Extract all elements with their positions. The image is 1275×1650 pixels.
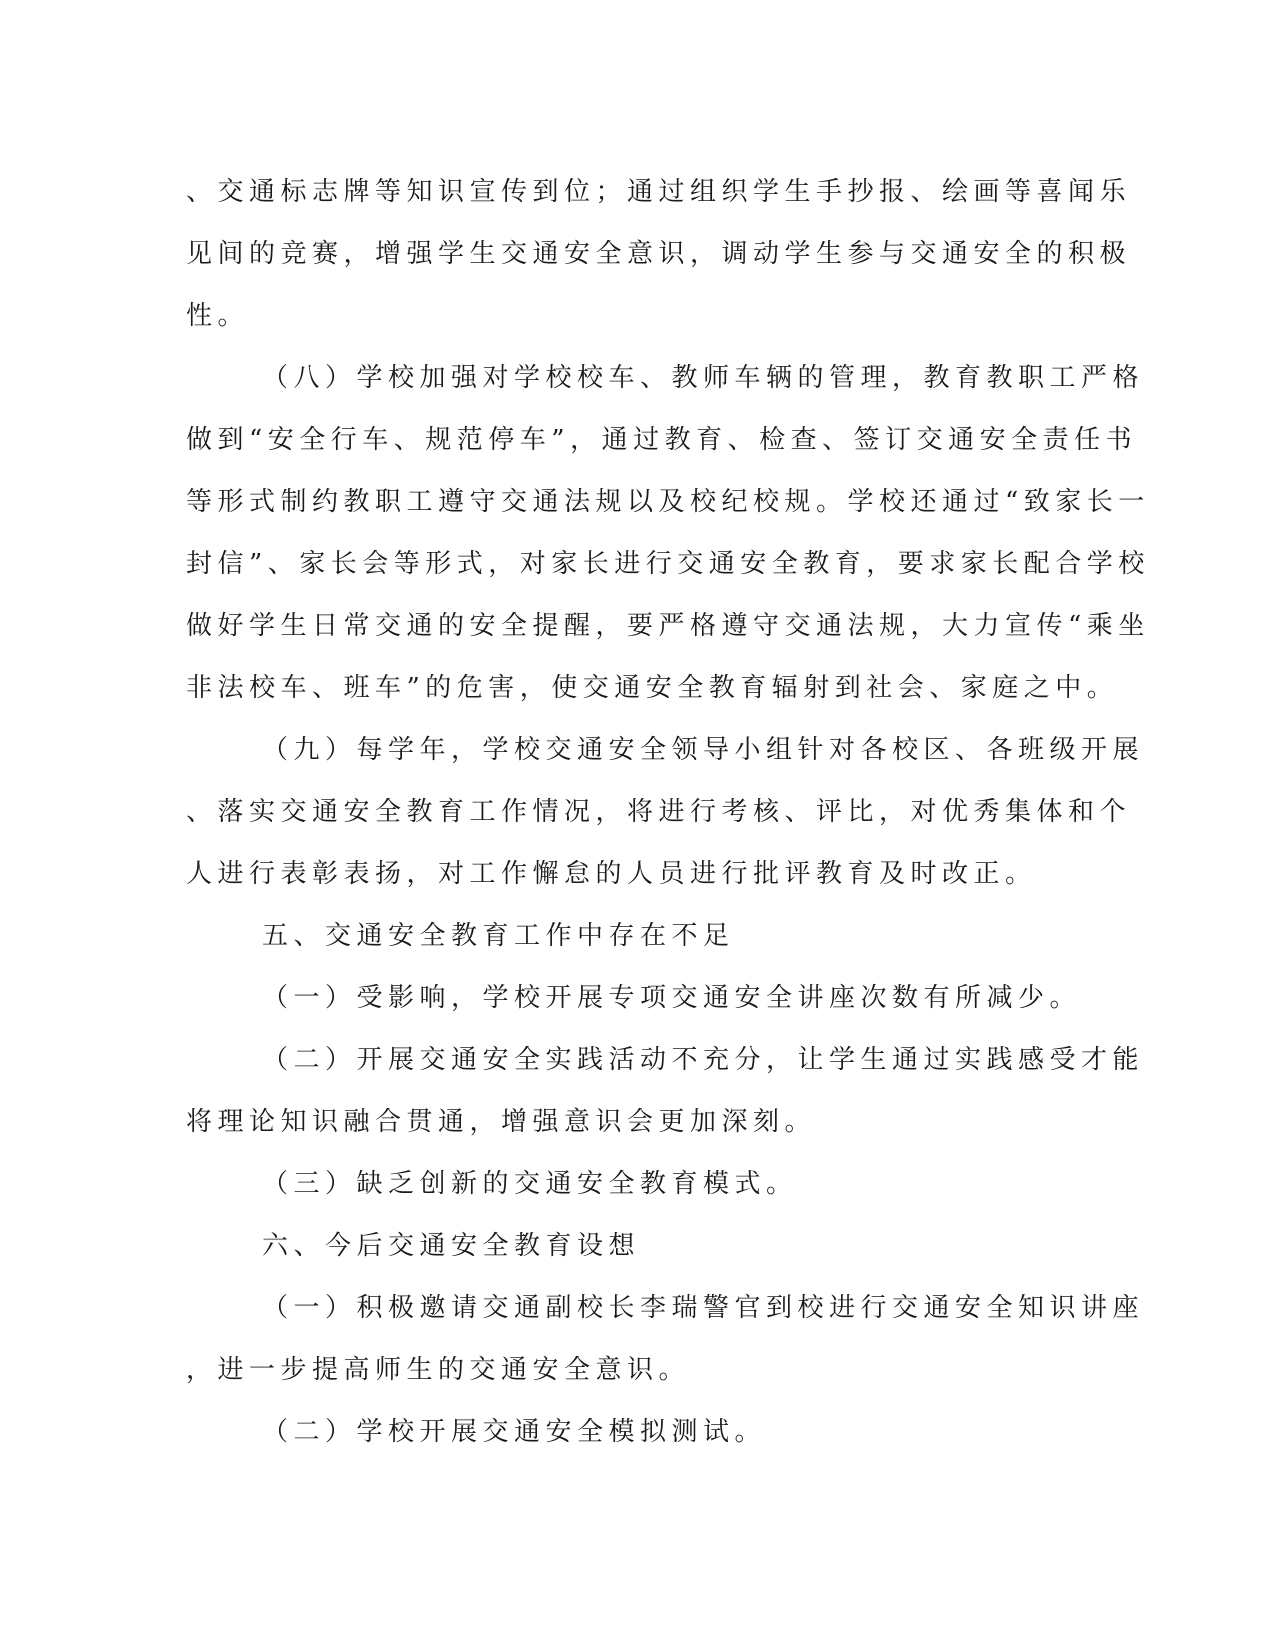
text-line-17: （三）缺乏创新的交通安全教育模式。 — [262, 1169, 798, 1199]
text-line-5: 做到“安全行车、规范停车”，通过教育、检查、签订交通安全责任书 — [186, 425, 1138, 455]
document-body — [186, 161, 1150, 1463]
text-line-21: （二）学校开展交通安全模拟测试。 — [262, 1417, 767, 1447]
text-line-9: 非法校车、班车”的危害，使交通安全教育辐射到社会、家庭之中。 — [186, 673, 1119, 703]
text-line-7: 封信”、家长会等形式，对家长进行交通安全教育，要求家长配合学校 — [186, 549, 1150, 579]
text-line-14: （一）受影响，学校开展专项交通安全讲座次数有所减少。 — [262, 983, 1082, 1013]
text-line-8: 做好学生日常交通的安全提醒，要严格遵守交通法规，大力宣传“乘坐 — [186, 611, 1150, 641]
text-line-20: ，进一步提高师生的交通安全意识。 — [186, 1355, 691, 1385]
section-heading-5: 五、交通安全教育工作中存在不足 — [262, 921, 735, 951]
text-line-2: 见间的竞赛，增强学生交通安全意识，调动学生参与交通安全的积极 — [186, 239, 1132, 269]
text-line-4: （八）学校加强对学校校车、教师车辆的管理，教育教职工严格 — [262, 363, 1145, 393]
text-line-16: 将理论知识融合贯通，增强意识会更加深刻。 — [186, 1107, 817, 1137]
text-line-1: 、交通标志牌等知识宣传到位；通过组织学生手抄报、绘画等喜闻乐 — [186, 177, 1132, 207]
section-heading-6: 六、今后交通安全教育设想 — [262, 1231, 641, 1261]
text-line-6: 等形式制约教职工遵守交通法规以及校纪校规。学校还通过“致家长一 — [186, 487, 1150, 517]
text-line-11: 、落实交通安全教育工作情况，将进行考核、评比，对优秀集体和个 — [186, 797, 1132, 827]
text-line-19: （一）积极邀请交通副校长李瑞警官到校进行交通安全知识讲座 — [262, 1293, 1145, 1323]
text-line-12: 人进行表彰表扬，对工作懈怠的人员进行批评教育及时改正。 — [186, 859, 1037, 889]
text-line-10: （九）每学年，学校交通安全领导小组针对各校区、各班级开展 — [262, 735, 1145, 765]
text-line-3: 性。 — [186, 301, 250, 331]
text-line-15: （二）开展交通安全实践活动不充分，让学生通过实践感受才能 — [262, 1045, 1145, 1075]
